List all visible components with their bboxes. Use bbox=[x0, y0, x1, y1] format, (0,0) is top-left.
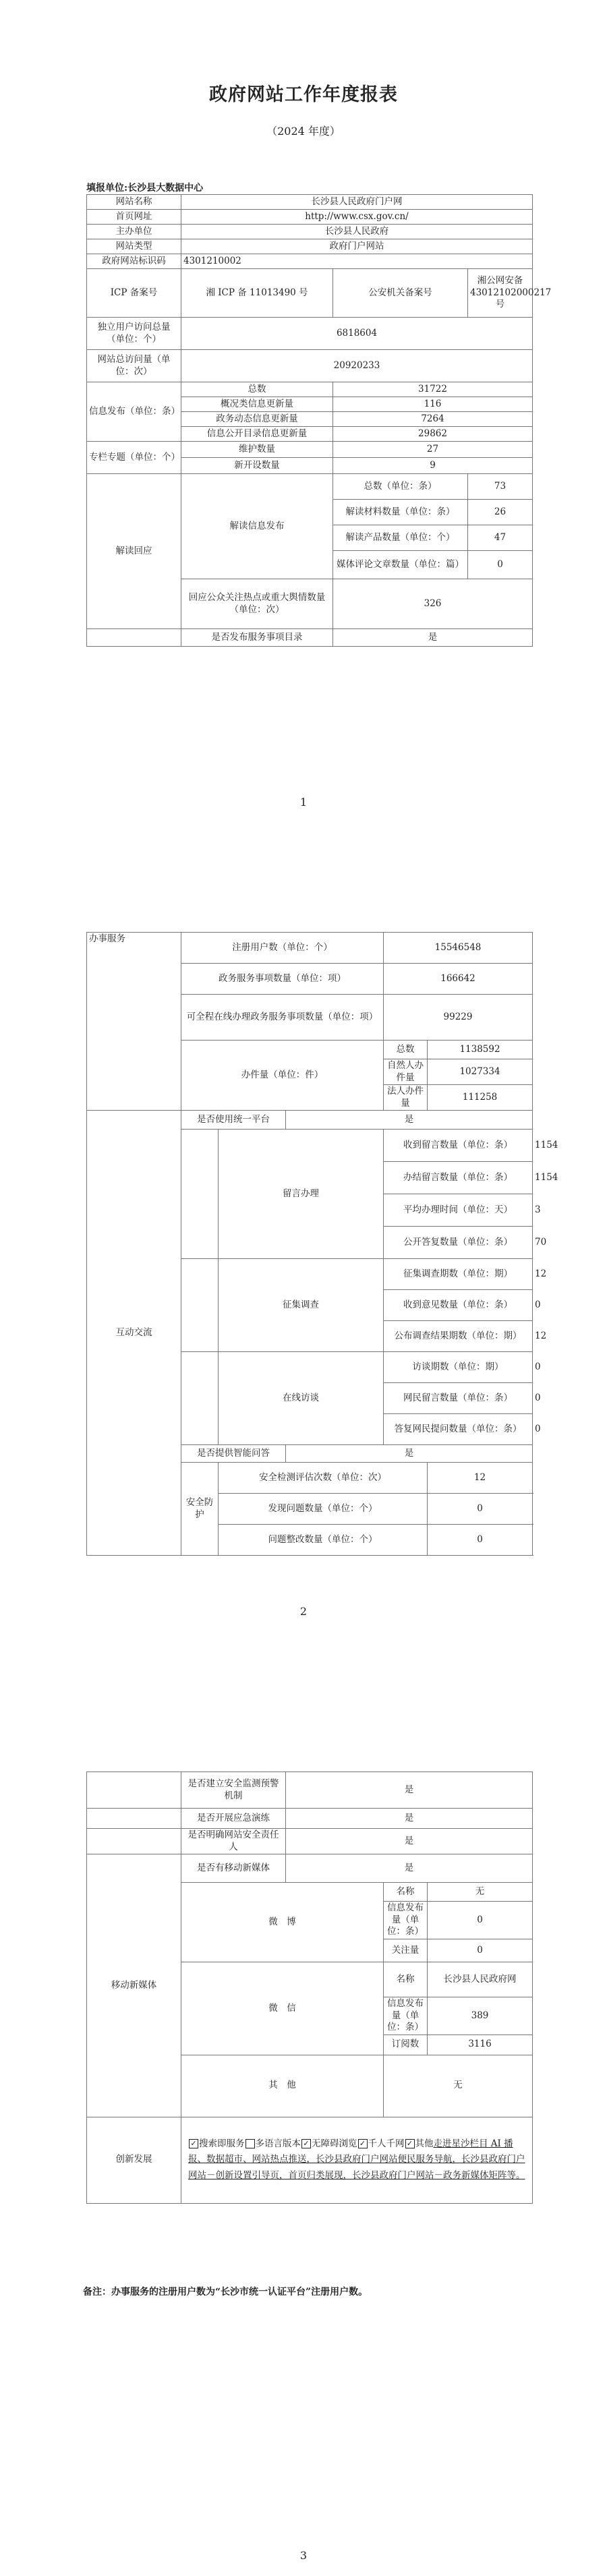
interp-total-label: 总数（单位：条） bbox=[333, 474, 468, 500]
service-items-value: 166642 bbox=[384, 964, 533, 995]
homepage-value: http://www.csx.gov.cn/ bbox=[181, 210, 533, 225]
service-items-label: 政务服务事项数量（单位：项） bbox=[181, 964, 384, 995]
handled-total-label: 总数 bbox=[384, 1041, 428, 1059]
wechat-name-value: 长沙县人民政府网 bbox=[428, 1962, 533, 1997]
police-record-value: 湘公网安备43012102000217号 bbox=[468, 269, 533, 318]
unified-platform-label: 是否使用统一平台 bbox=[181, 1111, 286, 1130]
table-page3 bbox=[86, 1772, 533, 2204]
talk-count-label: 访谈期数（单位：期） bbox=[384, 1352, 533, 1383]
info-directory-value: 29862 bbox=[333, 427, 533, 442]
other-media-label: 其 他 bbox=[181, 2055, 384, 2117]
talk-msgs-label: 网民留言数量（单位：条） bbox=[384, 1383, 533, 1414]
talk-answers-label: 答复网民提问数量（单位：条） bbox=[384, 1414, 533, 1445]
sec-found-label: 发现问题数量（单位：个） bbox=[219, 1494, 428, 1525]
wechat-label: 微 信 bbox=[181, 1962, 384, 2055]
online-items-value: 99229 bbox=[384, 995, 533, 1041]
msg-received-label: 收到留言数量（单位：条） bbox=[384, 1130, 533, 1162]
site-type-label: 网站类型 bbox=[87, 239, 181, 254]
innovation-option-label: 无障碍浏览 bbox=[312, 2138, 357, 2149]
reporting-unit: 填报单位:长沙县大数据中心 bbox=[86, 183, 204, 194]
handled-person-label: 自然人办件量 bbox=[384, 1059, 428, 1085]
sec-fixed-label: 问题整改数量（单位：个） bbox=[219, 1525, 428, 1556]
innovation-option-label: 其他 bbox=[415, 2138, 434, 2149]
column-new-value: 9 bbox=[333, 458, 533, 474]
sec-drill-value: 是 bbox=[286, 1809, 533, 1829]
handled-label: 办件量（单位：件） bbox=[181, 1041, 384, 1111]
mobile-media-label: 移动新媒体 bbox=[87, 1854, 181, 2117]
unique-visitors-value: 6818604 bbox=[181, 318, 533, 350]
info-total-value: 31722 bbox=[333, 382, 533, 397]
msg-done-label: 办结留言数量（单位：条） bbox=[384, 1162, 533, 1194]
site-name-label: 网站名称 bbox=[87, 195, 181, 210]
unified-platform-value: 是 bbox=[286, 1111, 533, 1130]
sec-monitor-label: 是否建立安全监测预警机制 bbox=[181, 1772, 286, 1809]
handled-legal-value: 111258 bbox=[428, 1085, 533, 1111]
interp-media-value: 0 bbox=[468, 551, 533, 579]
page-number-2: 2 bbox=[299, 1605, 308, 1618]
checked-checkbox-icon: ✓ bbox=[358, 2139, 368, 2148]
weibo-follow-label: 关注量 bbox=[384, 1939, 428, 1962]
office-service-label: 办事服务 bbox=[87, 933, 181, 1111]
survey-result-label: 公布调查结果期数（单位：期） bbox=[384, 1321, 533, 1352]
has-media-label: 是否有移动新媒体 bbox=[181, 1854, 286, 1883]
unchecked-checkbox-icon bbox=[245, 2139, 255, 2148]
wechat-subs-value: 3116 bbox=[428, 2035, 533, 2055]
info-directory-label: 信息公开目录信息更新量 bbox=[181, 427, 333, 442]
sec-found-value: 0 bbox=[428, 1494, 533, 1525]
site-id-value: 4301210002 bbox=[181, 254, 533, 269]
weibo-follow-value: 0 bbox=[428, 1939, 533, 1962]
page-views-value: 20920233 bbox=[181, 350, 533, 382]
info-total-label: 总数 bbox=[181, 382, 333, 397]
service-list-value: 是 bbox=[333, 629, 533, 647]
sec-checks-value: 12 bbox=[428, 1463, 533, 1494]
interp-product-value: 47 bbox=[468, 525, 533, 551]
msg-avg-label: 平均办理时间（单位：天） bbox=[384, 1194, 533, 1227]
security-label: 安全防护 bbox=[181, 1463, 219, 1556]
table-page1 bbox=[86, 194, 552, 647]
interp-media-label: 媒体评论文章数量（单位：篇） bbox=[333, 551, 468, 579]
sponsor-label: 主办单位 bbox=[87, 225, 181, 239]
sec-monitor-value: 是 bbox=[286, 1772, 533, 1809]
info-overview-value: 116 bbox=[333, 397, 533, 412]
checked-checkbox-icon: ✓ bbox=[301, 2139, 311, 2148]
sec-person-value: 是 bbox=[286, 1829, 533, 1854]
report-year: （2024 年度） bbox=[266, 125, 341, 138]
handled-legal-label: 法人办件量 bbox=[384, 1085, 428, 1111]
service-list-label: 是否发布服务事项目录 bbox=[181, 629, 333, 647]
innovation-label: 创新发展 bbox=[87, 2117, 181, 2203]
interp-material-value: 26 bbox=[468, 500, 533, 525]
icp-label: ICP 备案号 bbox=[87, 269, 181, 318]
weibo-label: 微 博 bbox=[181, 1883, 384, 1962]
info-publish-label: 信息发布（单位：条） bbox=[87, 382, 181, 442]
innovation-option-label: 搜索即服务 bbox=[199, 2138, 245, 2149]
reg-users-label: 注册用户数（单位：个） bbox=[181, 933, 384, 964]
response-value: 326 bbox=[333, 579, 533, 629]
info-dynamic-label: 政务动态信息更新量 bbox=[181, 412, 333, 427]
footnote: 备注：办事服务的注册用户数为“长沙市统一认证平台”注册用户数。 bbox=[83, 2287, 368, 2297]
homepage-label: 首页网址 bbox=[87, 210, 181, 225]
unique-visitors-label: 独立用户访问总量（单位：个） bbox=[87, 318, 181, 350]
reg-users-value: 15546548 bbox=[384, 933, 533, 964]
page-views-label: 网站总访问量（单位：次） bbox=[87, 350, 181, 382]
survey-opinion-label: 收到意见数量（单位：条） bbox=[384, 1290, 533, 1321]
online-talk-label: 在线访谈 bbox=[219, 1352, 384, 1445]
innovation-text: 走进星沙栏目 AI 播报、数据超市、网站热点推送，长沙县政府门户网站便民服务导航，长沙县政府门户网站－创新设置引导页，首页归类展现，长沙县政府门户网站－政务新媒体矩阵等。 bbox=[188, 2138, 525, 2182]
page-number-3: 3 bbox=[299, 2549, 308, 2562]
response-label: 回应公众关注热点或重大舆情数量（单位：次） bbox=[181, 579, 333, 629]
checked-checkbox-icon: ✓ bbox=[405, 2139, 415, 2148]
column-label: 专栏专题（单位：个） bbox=[87, 442, 181, 474]
survey-count-label: 征集调查期数（单位：期） bbox=[384, 1259, 533, 1290]
column-new-label: 新开设数量 bbox=[181, 458, 333, 474]
info-overview-label: 概况类信息更新量 bbox=[181, 397, 333, 412]
innovation-options bbox=[188, 2138, 434, 2149]
wechat-posts-value: 389 bbox=[428, 1997, 533, 2035]
column-maintain-value: 27 bbox=[333, 442, 533, 458]
interpret-publish-label: 解读信息发布 bbox=[181, 474, 333, 579]
weibo-posts-label: 信息发布量（单位：条） bbox=[384, 1902, 428, 1939]
smart-qa-label: 是否提供智能问答 bbox=[181, 1445, 286, 1463]
sponsor-value: 长沙县人民政府 bbox=[181, 225, 533, 239]
checked-checkbox-icon: ✓ bbox=[189, 2139, 198, 2148]
weibo-posts-value: 0 bbox=[428, 1902, 533, 1939]
sec-checks-label: 安全检测评估次数（单位：次） bbox=[219, 1463, 428, 1494]
wechat-posts-label: 信息发布量（单位：条） bbox=[384, 1997, 428, 2035]
innovation-option-label: 千人千网 bbox=[368, 2138, 405, 2149]
info-dynamic-value: 7264 bbox=[333, 412, 533, 427]
interp-total-value: 73 bbox=[468, 474, 533, 500]
icp-value: 湘 ICP 备 11013490 号 bbox=[181, 269, 333, 318]
sec-person-label: 是否明确网站安全责任人 bbox=[181, 1829, 286, 1854]
wechat-name-label: 名称 bbox=[384, 1962, 428, 1997]
sec-fixed-value: 0 bbox=[428, 1525, 533, 1556]
innovation-option-label: 多语言版本 bbox=[255, 2138, 301, 2149]
survey-label: 征集调查 bbox=[219, 1259, 384, 1352]
handled-total-value: 1138592 bbox=[428, 1041, 533, 1059]
msg-public-label: 公开答复数量（单位：条） bbox=[384, 1227, 533, 1259]
innovation-content bbox=[181, 2117, 533, 2203]
sec-drill-label: 是否开展应急演练 bbox=[181, 1809, 286, 1829]
column-maintain-label: 维护数量 bbox=[181, 442, 333, 458]
interp-material-label: 解读材料数量（单位：条） bbox=[333, 500, 468, 525]
site-id-label: 政府网站标识码 bbox=[87, 254, 181, 269]
weibo-name-value: 无 bbox=[428, 1883, 533, 1902]
has-media-value: 是 bbox=[286, 1854, 533, 1883]
weibo-name-label: 名称 bbox=[384, 1883, 428, 1902]
interaction-label: 互动交流 bbox=[87, 1111, 181, 1556]
site-name-value: 长沙县人民政府门户网 bbox=[181, 195, 533, 210]
table-page2: 办事服务 注册用户数（单位：个） 15546548 政务服务事项数量（单位：项） 166642 可全程在线办理政务服务事项数量（单位：项） 99229 办件量（单位：件） 总数 1138592 自然人办件量 1027334 法人办件量 111258 互动交流 是否使用统一平台 是 留言办理 收到留言数量（单位：条） 1154 办结留言数量（单位：条） 1154 平均办理时间（单位：天） 3 公开答复数量（单位：条） 70 征集调查 征集调查期数（单位：期） 12 收到意见数量（单位：条） 0 公布调查结果期数（单位：期） 12 在线访谈 访谈期数（单位：期） 0 网民留言数量（单位：条） 0 答复网民提问数量（单位：条） 0 是否提供智能问答 是 安全防护 安全检测评估次数（单位：次） 12 发现问题数量（单位：个） 0 问题整改数量（单位：个） 0 bbox=[86, 932, 533, 1556]
police-record-label: 公安机关备案号 bbox=[333, 269, 468, 318]
handled-person-value: 1027334 bbox=[428, 1059, 533, 1085]
interpret-response-label: 解读回应 bbox=[87, 474, 181, 629]
site-type-value: 政府门户网站 bbox=[181, 239, 533, 254]
smart-qa-value: 是 bbox=[286, 1445, 533, 1463]
interp-product-label: 解读产品数量（单位：个） bbox=[333, 525, 468, 551]
online-items-label: 可全程在线办理政务服务事项数量（单位：项） bbox=[181, 995, 384, 1041]
report-title: 政府网站工作年度报表 bbox=[209, 84, 398, 105]
other-media-value: 无 bbox=[384, 2055, 533, 2117]
wechat-subs-label: 订阅数 bbox=[384, 2035, 428, 2055]
page-number-1: 1 bbox=[299, 796, 308, 809]
msg-handling-label: 留言办理 bbox=[219, 1130, 384, 1259]
